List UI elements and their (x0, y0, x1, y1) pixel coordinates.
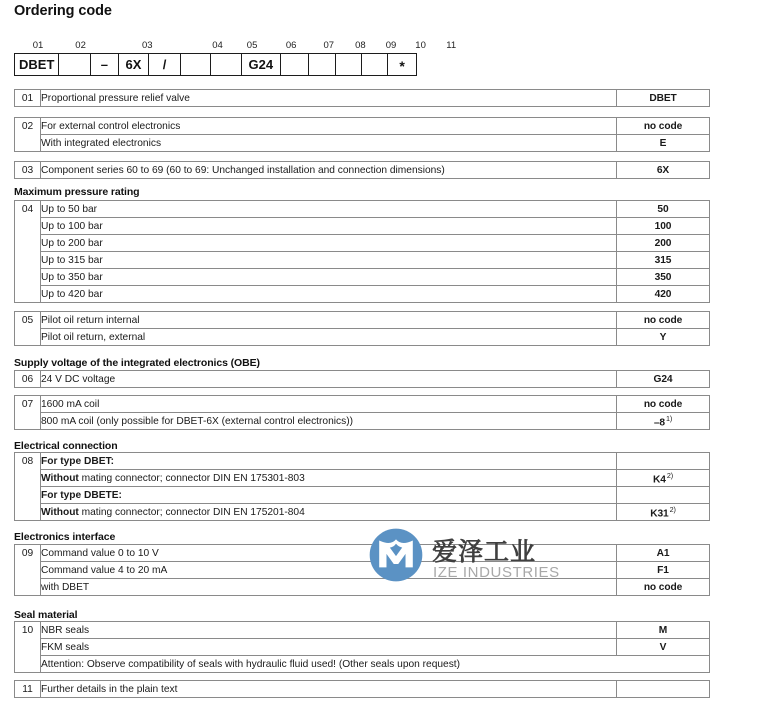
section-heading: Maximum pressure rating (14, 186, 140, 198)
ordering-code-table (14, 544, 710, 596)
section-heading: Electrical connection (14, 440, 118, 452)
table-row (15, 201, 710, 218)
row-code-value: F1 (617, 562, 710, 579)
row-code-value: 50 (617, 201, 710, 218)
page-title: Ordering code (14, 3, 112, 19)
row-position-number: 07 (15, 396, 41, 413)
row-position-number: 04 (15, 201, 41, 218)
row-description: With integrated electronics (41, 135, 617, 152)
row-description: Further details in the plain text (41, 681, 617, 698)
table-row (15, 269, 710, 286)
watermark-chinese-text: 爱泽工业 (432, 537, 537, 566)
row-code-value: 350 (617, 269, 710, 286)
row-description: For type DBET: (41, 453, 617, 470)
ordering-code-position-label: 10 (415, 40, 426, 51)
table-row (15, 470, 710, 487)
table-row (15, 162, 710, 179)
table-row (15, 218, 710, 235)
row-position-number (15, 218, 41, 235)
row-code-value: G24 (617, 371, 710, 388)
ordering-code-position-label: 09 (385, 40, 397, 51)
row-code-value: no code (617, 396, 710, 413)
table-row (15, 135, 710, 152)
table-row (15, 371, 710, 388)
ordering-code-cell: 6X (119, 54, 150, 75)
table-row (15, 545, 710, 562)
row-position-number (15, 329, 41, 346)
row-code-value: 100 (617, 218, 710, 235)
row-code-value: no code (617, 312, 710, 329)
row-description: Up to 350 bar (41, 269, 617, 286)
footnote-marker: 1) (665, 413, 673, 423)
table-row (15, 453, 710, 470)
watermark-english-text: IZE INDUSTRIES (433, 564, 560, 581)
row-position-number (15, 470, 41, 487)
ordering-code-table (14, 452, 710, 521)
row-position-number (15, 562, 41, 579)
ordering-code-cell: – (91, 54, 119, 75)
ordering-code-position-label: 06 (285, 40, 297, 51)
row-description: NBR seals (41, 622, 617, 639)
row-code-value: 315 (617, 252, 710, 269)
table-row (15, 622, 710, 639)
row-position-number (15, 135, 41, 152)
row-description: Command value 4 to 20 mA (41, 562, 617, 579)
row-code-value (617, 681, 710, 698)
row-code-value: no code (617, 118, 710, 135)
row-description: Up to 420 bar (41, 286, 617, 303)
table-row (15, 681, 710, 698)
table-row (15, 579, 710, 596)
row-position-number: 06 (15, 371, 41, 388)
table-row (15, 235, 710, 252)
row-position-number (15, 639, 41, 656)
row-code-value: 6X (617, 162, 710, 179)
row-description: with DBET (41, 579, 617, 596)
row-code-value: K31$^{2)}$ (617, 504, 710, 521)
row-description: Component series 60 to 69 (60 to 69: Unchanged installation and connection dimensions) (41, 162, 617, 179)
row-position-number: 10 (15, 622, 41, 639)
table-row (15, 286, 710, 303)
row-position-number (15, 235, 41, 252)
row-position-number: 01 (15, 90, 41, 107)
row-code-value: A1 (617, 545, 710, 562)
row-description: Attention: Observe compatibility of seals with hydraulic fluid used! (Other seals upon request) (41, 656, 710, 673)
row-description: For type DBETE: (41, 487, 617, 504)
table-row (15, 252, 710, 269)
row-description: Up to 315 bar (41, 252, 617, 269)
row-code-value: E (617, 135, 710, 152)
section-heading: Seal material (14, 609, 78, 621)
ordering-code-table (14, 117, 710, 152)
row-description: Proportional pressure relief valve (41, 90, 617, 107)
row-code-value: M (617, 622, 710, 639)
row-description: 1600 mA coil (41, 396, 617, 413)
table-row (15, 504, 710, 521)
table-row (15, 487, 710, 504)
row-code-value: V (617, 639, 710, 656)
row-description: Up to 100 bar (41, 218, 617, 235)
row-code-value: DBET (617, 90, 710, 107)
row-description: Up to 200 bar (41, 235, 617, 252)
section-heading: Electronics interface (14, 531, 116, 543)
ordering-code-position-label: 11 (446, 40, 457, 51)
ordering-code-table (14, 200, 710, 303)
row-position-number: 05 (15, 312, 41, 329)
ordering-code-position-label: 03 (142, 40, 153, 51)
ordering-code-strip (14, 40, 457, 76)
table-row (15, 329, 710, 346)
row-code-value: 420 (617, 286, 710, 303)
row-description: 800 mA coil (only possible for DBET-6X (external control electronics)) (41, 413, 617, 430)
row-position-number (15, 286, 41, 303)
row-code-value: K4$^{2)}$ (617, 470, 710, 487)
row-position-number: 09 (15, 545, 41, 562)
ordering-code-position-labels (14, 40, 457, 53)
table-row (15, 562, 710, 579)
row-position-number: 11 (15, 681, 41, 698)
table-row (15, 312, 710, 329)
row-code-value (617, 487, 710, 504)
ordering-code-cell (336, 54, 362, 75)
ordering-code-table (14, 161, 710, 179)
row-code-value: no code (617, 579, 710, 596)
table-row (15, 90, 710, 107)
ordering-code-cell (309, 54, 337, 75)
row-position-number (15, 504, 41, 521)
ordering-code-position-label: 02 (75, 40, 86, 51)
ordering-code-cell: DBET (15, 54, 59, 75)
row-code-value: –8$^{1)}$ (617, 413, 710, 430)
ordering-code-cell (211, 54, 242, 75)
row-description: Command value 0 to 10 V (41, 545, 617, 562)
ordering-code-cell: G24 (242, 54, 281, 75)
table-row (15, 413, 710, 430)
ordering-code-table (14, 370, 710, 388)
table-row (15, 656, 710, 673)
row-description: Without mating connector; connector DIN EN 175301-803 (41, 470, 617, 487)
row-description: 24 V DC voltage (41, 371, 617, 388)
row-code-value: 200 (617, 235, 710, 252)
ordering-code-cell: / (149, 54, 180, 75)
row-description: FKM seals (41, 639, 617, 656)
ordering-code-table (14, 395, 710, 430)
row-description: Pilot oil return, external (41, 329, 617, 346)
ordering-code-position-label: 07 (323, 40, 335, 51)
row-position-number (15, 487, 41, 504)
ordering-code-position-label: 04 (212, 40, 223, 51)
ordering-code-cell (181, 54, 212, 75)
row-code-value: Y (617, 329, 710, 346)
ordering-code-cell (362, 54, 388, 75)
ordering-code-table (14, 621, 710, 673)
ordering-code-table (14, 311, 710, 346)
table-row (15, 396, 710, 413)
ordering-code-cell (59, 54, 90, 75)
row-description: Pilot oil return internal (41, 312, 617, 329)
ordering-code-table (14, 680, 710, 698)
row-position-number (15, 656, 41, 673)
ordering-code-table (14, 89, 710, 107)
row-description: For external control electronics (41, 118, 617, 135)
ordering-code-cell: * (399, 58, 405, 74)
footnote-marker: 2) (666, 470, 674, 480)
table-row (15, 639, 710, 656)
row-position-number (15, 579, 41, 596)
row-description: Up to 50 bar (41, 201, 617, 218)
row-position-number: 02 (15, 118, 41, 135)
ordering-code-boxes (14, 53, 417, 76)
ordering-code-position-label: 05 (246, 40, 258, 51)
row-position-number: 08 (15, 453, 41, 470)
ordering-code-position-label: 01 (32, 40, 44, 51)
ordering-code-position-label: 08 (355, 40, 366, 51)
row-position-number (15, 252, 41, 269)
ordering-code-cell (281, 54, 309, 75)
row-description: Without mating connector; connector DIN EN 175201-804 (41, 504, 617, 521)
section-heading: Supply voltage of the integrated electronics (OBE) (14, 357, 260, 369)
row-position-number (15, 413, 41, 430)
row-position-number: 03 (15, 162, 41, 179)
row-code-value (617, 453, 710, 470)
row-position-number (15, 269, 41, 286)
table-row (15, 118, 710, 135)
footnote-marker: 2) (669, 504, 676, 514)
